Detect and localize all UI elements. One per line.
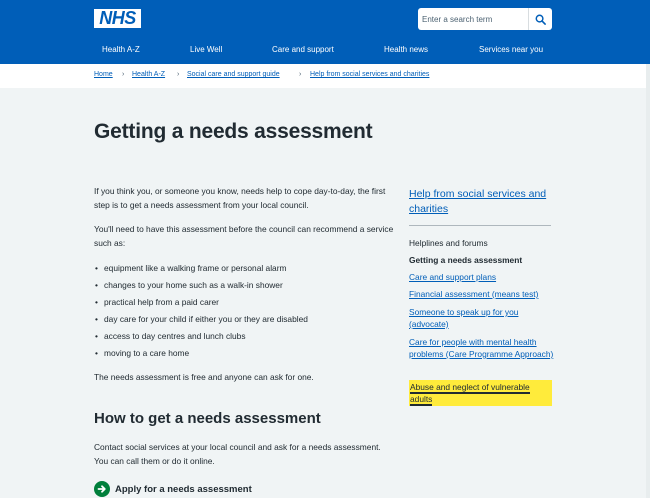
list-item: • access to day centres and lunch clubs — [94, 330, 394, 347]
breadcrumb-help-from-social-services[interactable]: Help from social services and charities — [310, 71, 430, 78]
magnifier-icon — [535, 14, 546, 25]
site-header — [0, 0, 650, 64]
breadcrumb-social-care-guide[interactable]: Social care and support guide — [187, 71, 280, 78]
section-heading: How to get a needs assessment — [94, 410, 321, 427]
nav-item-health-news[interactable]: Health news — [384, 45, 429, 54]
main-nav — [0, 40, 650, 60]
sidebar-title-link[interactable]: Help from social services and charities — [409, 188, 547, 215]
sidebar-item-advocate[interactable]: Someone to speak up for you (advocate) — [409, 307, 519, 329]
intro-paragraph: If you think you, or someone you know, needs help to cope day-to-day, the first step is to get a needs assessment from your local council. — [94, 186, 386, 210]
breadcrumb-separator: › — [122, 71, 125, 78]
nav-item-health-a-z[interactable]: Health A-Z — [102, 45, 140, 54]
breadcrumb-home[interactable]: Home — [94, 71, 113, 78]
free-note: The needs assessment is free and anyone can ask for one. — [94, 372, 314, 382]
sidebar-item-mental-health[interactable]: Care for people with mental health problems (Care Programme Approach) — [409, 337, 554, 359]
divider — [409, 225, 551, 226]
nhs-logo[interactable]: NHS — [94, 9, 141, 28]
nav-item-services-near-you[interactable]: Services near you — [479, 45, 544, 54]
service-list — [94, 262, 394, 364]
sidebar-item-helplines[interactable]: Helplines and forums — [409, 238, 488, 248]
search-input[interactable] — [422, 11, 526, 27]
scrollbar[interactable] — [646, 64, 650, 498]
sidebar-item-label: Abuse and neglect of vulnerable adults — [410, 382, 530, 404]
breadcrumb-separator: › — [299, 71, 302, 78]
list-item: • practical help from a paid carer — [94, 296, 394, 313]
nav-item-care-and-support[interactable]: Care and support — [272, 45, 334, 54]
how-paragraph: Contact social services at your local council and ask for a needs assessment. You can call them or do it online. — [94, 442, 381, 466]
apply-action-link[interactable] — [94, 480, 252, 498]
list-item: • moving to a care home — [94, 347, 394, 364]
sidebar-item-current: Getting a needs assessment — [409, 255, 523, 265]
search-button[interactable] — [528, 8, 552, 30]
breadcrumb-health-a-z[interactable]: Health A-Z — [132, 71, 166, 78]
sidebar-item-care-plans[interactable]: Care and support plans — [409, 272, 497, 282]
nav-item-live-well[interactable]: Live Well — [190, 45, 223, 54]
breadcrumb-separator: › — [177, 71, 180, 78]
sidebar-item-financial-assessment[interactable]: Financial assessment (means test) — [409, 289, 539, 299]
sidebar-item-abuse-neglect[interactable] — [409, 380, 552, 406]
arrow-right-circle-icon — [94, 481, 110, 497]
breadcrumb — [0, 64, 650, 88]
lead-paragraph: You'll need to have this assessment before the council can recommend a service such as: — [94, 224, 394, 248]
page-title: Getting a needs assessment — [94, 120, 373, 143]
list-item: • equipment like a walking frame or personal alarm — [94, 262, 394, 279]
list-item: • day care for your child if either you or they are disabled — [94, 313, 394, 330]
apply-action-label: Apply for a needs assessment — [115, 483, 252, 495]
list-item: • changes to your home such as a walk-in shower — [94, 279, 394, 296]
search-box — [418, 8, 552, 30]
